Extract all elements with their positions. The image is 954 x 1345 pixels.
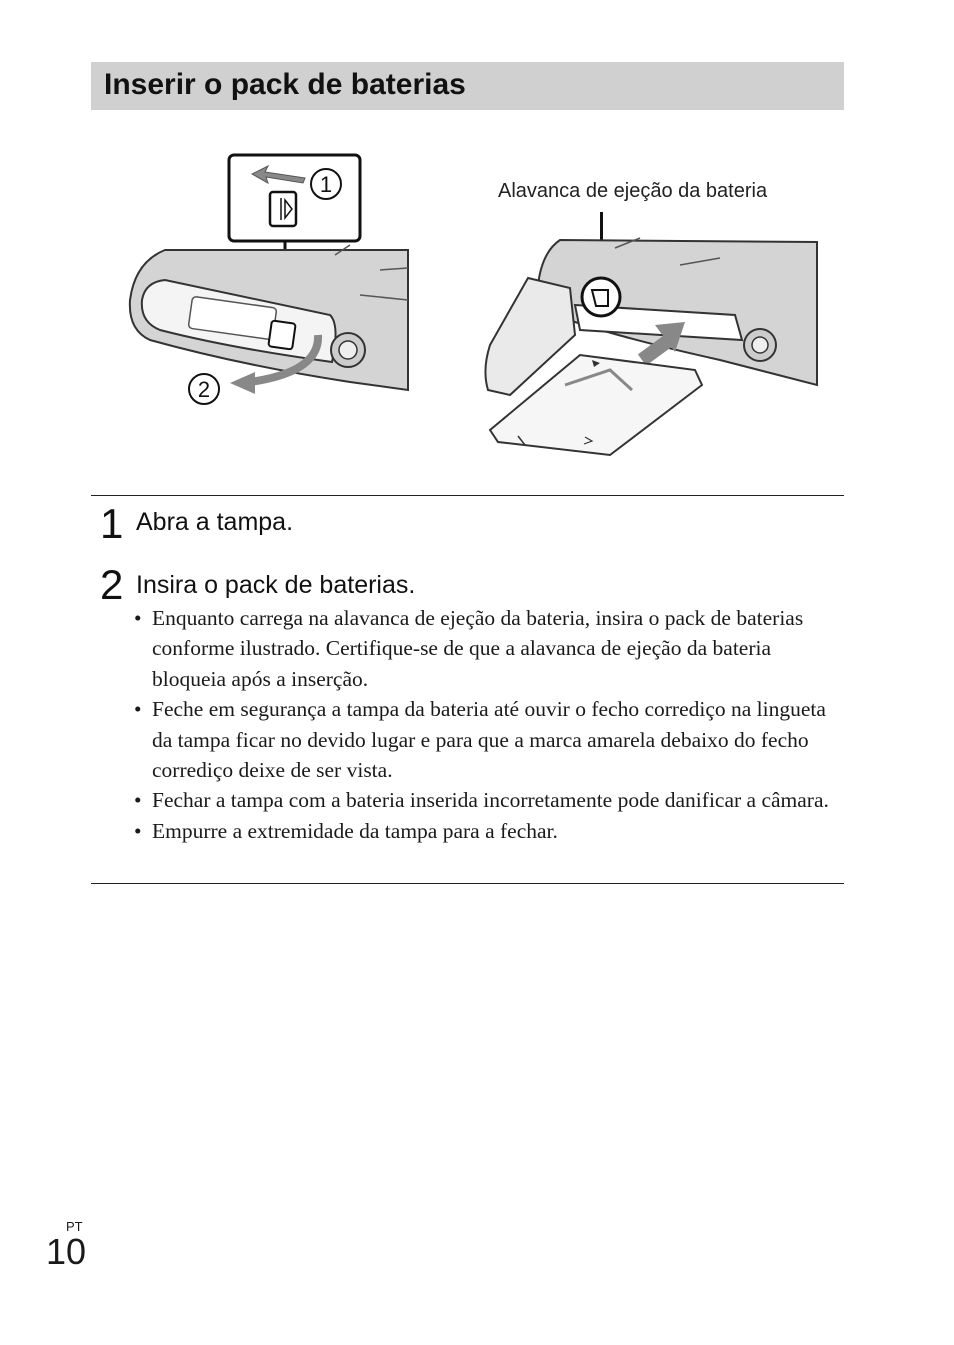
page-number: 10 xyxy=(46,1231,87,1272)
bullet: • xyxy=(134,788,142,813)
bullet: • xyxy=(134,818,142,843)
marker-2: 2 xyxy=(197,377,211,402)
step-1-number: 1 xyxy=(100,500,124,547)
insert-battery-illustration xyxy=(480,230,825,470)
note-text: Fechar a tampa com a bateria inserida incorretamente pode danificar a câmara. xyxy=(152,788,829,813)
note-item xyxy=(134,603,834,694)
bullet: • xyxy=(134,697,142,722)
step-1-title: Abra a tampa. xyxy=(136,508,294,536)
eject-lever-label: Alavanca de ejeção da bateria xyxy=(498,180,768,202)
open-cover-illustration xyxy=(120,150,420,460)
note-text: Empurre a extremidade da tampa para a fechar. xyxy=(152,818,558,843)
note-item xyxy=(134,785,834,815)
note-item xyxy=(134,816,834,846)
page-language: PT xyxy=(66,1219,83,1234)
section-heading: Inserir o pack de baterias xyxy=(104,68,466,101)
bottom-divider xyxy=(91,883,844,884)
notes-list xyxy=(134,603,834,846)
top-divider xyxy=(91,495,844,496)
note-text: Feche em segurança a tampa da bateria até ouvir o fecho corrediço na lingueta da tampa ficar no devido lugar e para que a marca amarela debaixo do fecho corrediço deixe de ser vista. xyxy=(152,697,826,783)
step-2-number: 2 xyxy=(100,561,124,608)
note-item xyxy=(134,694,834,785)
marker-1: 1 xyxy=(319,172,333,197)
bullet: • xyxy=(134,606,142,630)
step-2-title: Insira o pack de baterias. xyxy=(136,571,416,599)
section-heading-bar xyxy=(91,62,844,110)
note-text: Enquanto carrega na alavanca de ejeção da bateria, insira o pack de baterias conforme ilustrado. Certifique-se de que a alavanca de ejeção da bateria bloqueia após a inserção. xyxy=(152,606,804,691)
